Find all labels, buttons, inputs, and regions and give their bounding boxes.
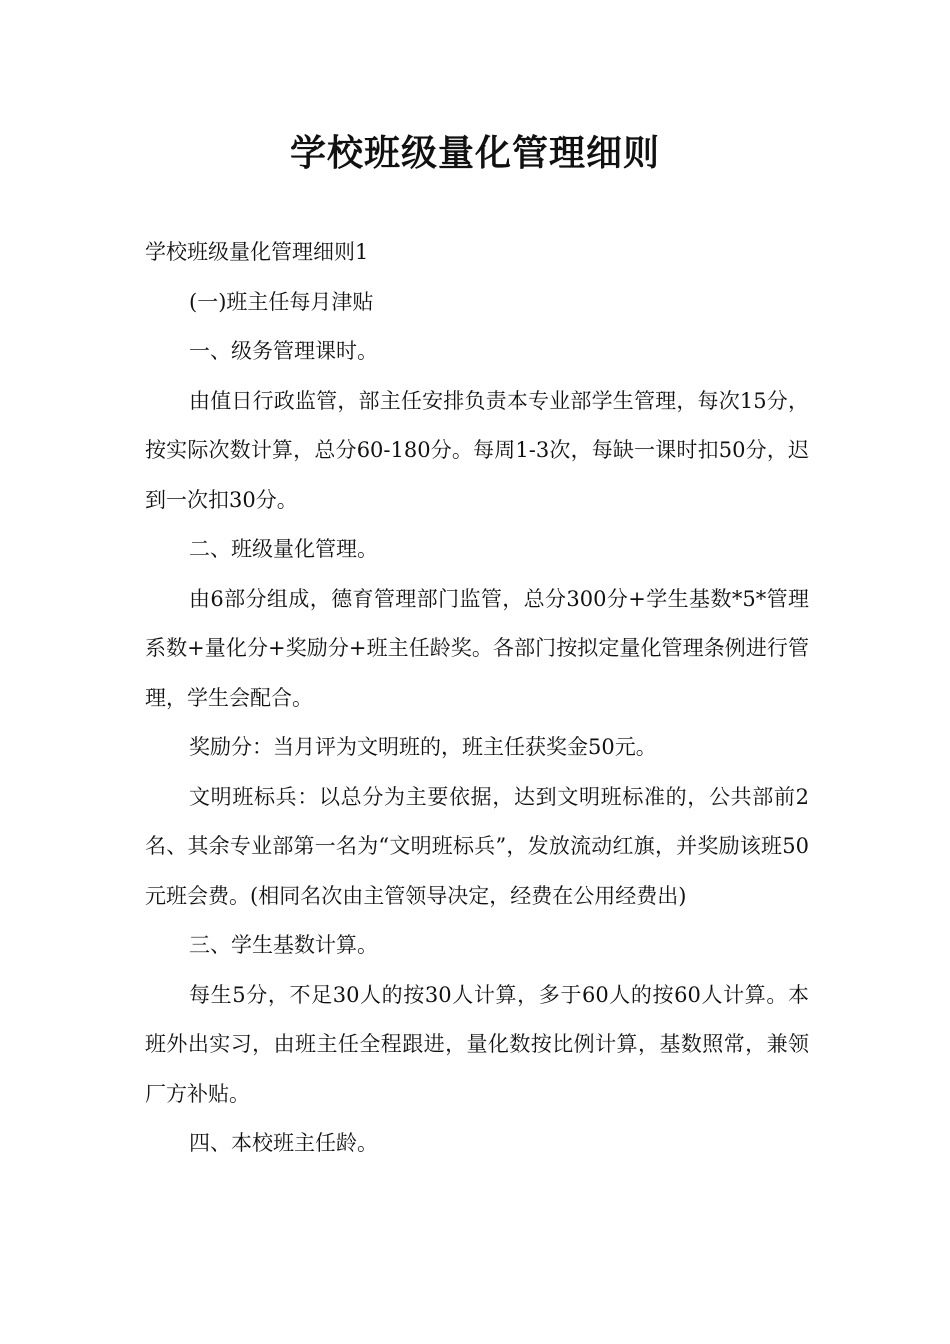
body-paragraph: 文明班标兵：以总分为主要依据，达到文明班标准的，公共部前2名、其余专业部第一名为“文明班标兵”，发放流动红旗，并奖励该班50元班会费。(相同名次由主管领导决定，经费在公用经费出) [145,784,809,908]
subsection-heading: (一)班主任每月津贴 [189,289,374,314]
section-heading: 学校班级量化管理细则1 [145,240,369,264]
document-title: 学校班级量化管理细则 [289,133,660,174]
body-paragraph: 由值日行政监管，部主任安排负责本专业部学生管理，每次15分，按实际次数计算，总分60-180分。每周1-3次，每缺一课时扣50分，迟到一次扣30分。 [145,388,809,512]
body-paragraph: 由6部分组成，德育管理部门监管，总分300分+学生基数*5*管理系数+量化分+奖励分+班主任龄奖。各部门按拟定量化管理条例进行管理，学生会配合。 [145,586,809,710]
body-paragraph: 每生5分，不足30人的按30人计算，多于60人的按60人计算。本班外出实习，由班主任全程跟进，量化数按比例计算，基数照常，兼领厂方补贴。 [145,982,809,1106]
document-body [145,228,809,1169]
item-heading: 一、级务管理课时。 [189,339,378,363]
item-heading: 三、学生基数计算。 [189,933,378,957]
item-heading: 四、本校班主任龄。 [189,1131,378,1155]
body-paragraph: 奖励分：当月评为文明班的，班主任获奖金50元。 [189,735,657,759]
item-heading: 二、班级量化管理。 [189,537,378,561]
